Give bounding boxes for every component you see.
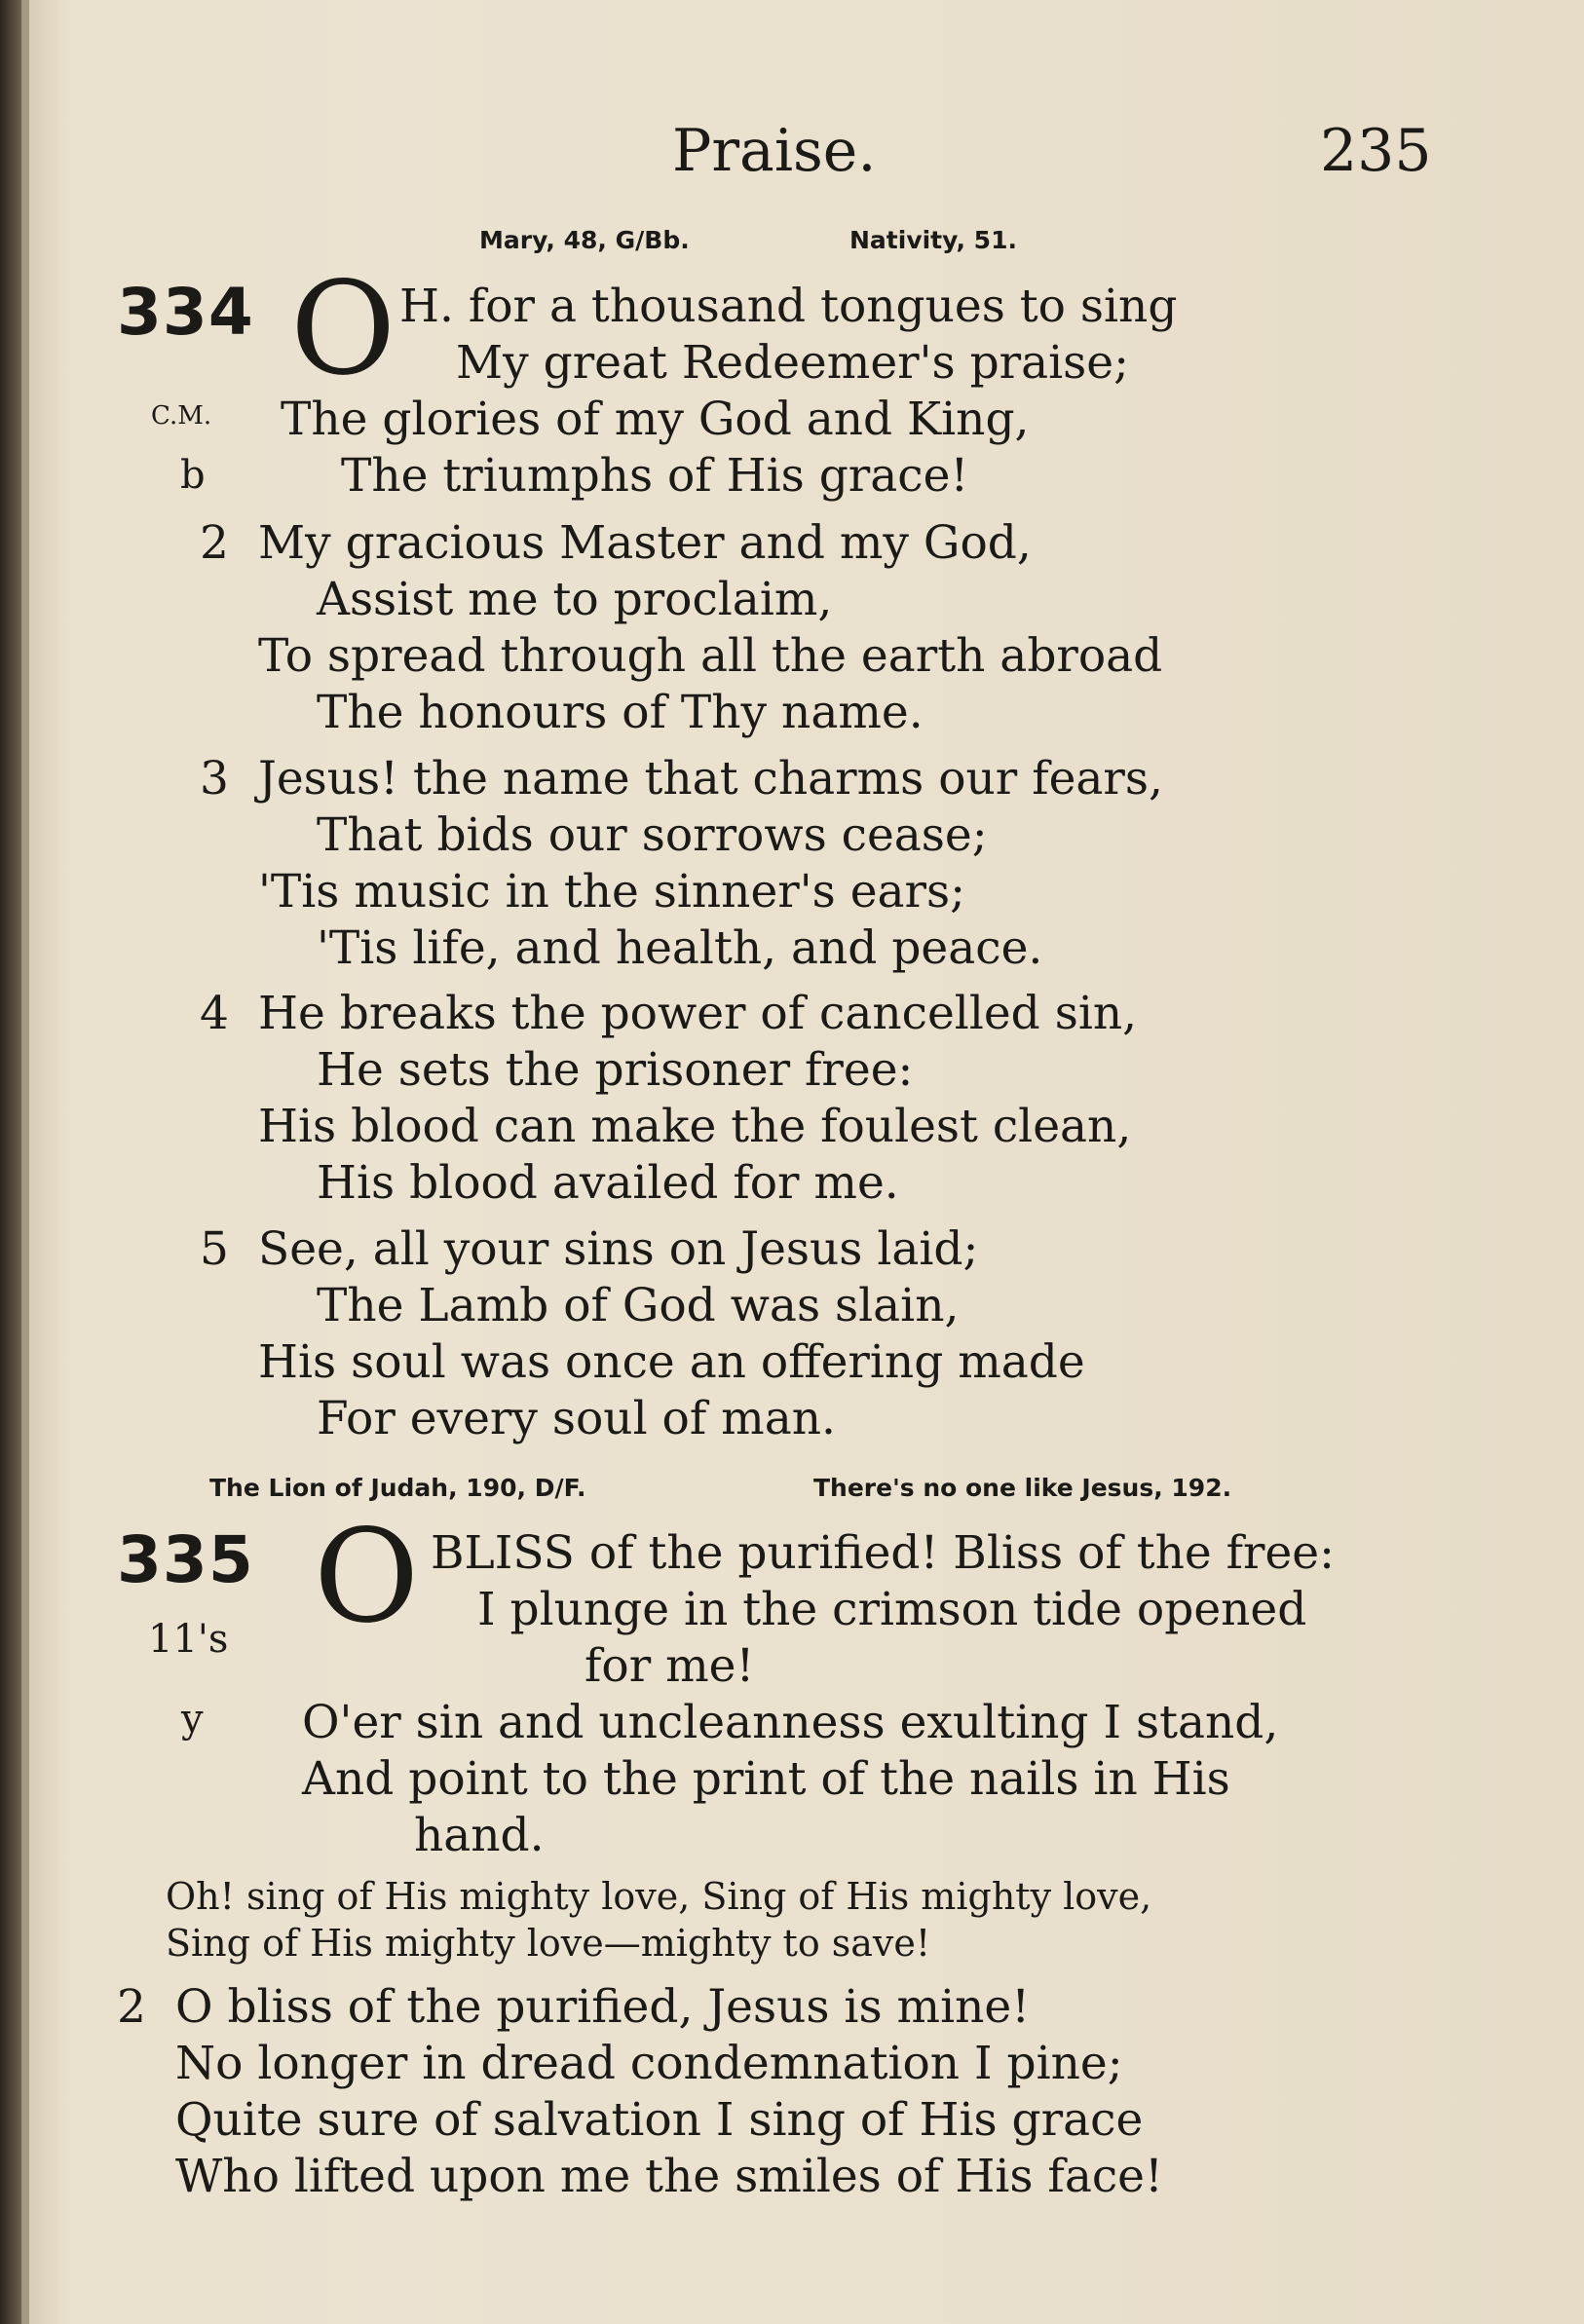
book-spine (0, 0, 21, 2324)
hymn-335-chorus-line2: Sing of His mighty love—mighty to save! (166, 1922, 931, 1965)
page-number: 235 (1320, 117, 1432, 185)
hymn-335-v2-line4: Who lifted upon me the smiles of His face! (175, 2150, 1163, 2203)
hymn-334-v2-line3: To spread through all the earth abroad (258, 629, 1163, 683)
hymn-335-v2-line2: No longer in dread condemnation I pine; (175, 2037, 1123, 2090)
hymn-334-v3-line3: 'Tis music in the sinner's ears; (258, 865, 965, 918)
hymn-334-v5-line1: See, all your sins on Jesus laid; (258, 1222, 979, 1276)
hymn-334-v4-line4: His blood availed for me. (317, 1156, 899, 1210)
hymn-334-verse2-number: 2 (200, 516, 229, 570)
hymn-335-v1-line3: for me! (585, 1639, 755, 1693)
hymn-334-v5-line4: For every soul of man. (317, 1392, 836, 1445)
page-title: Praise. (672, 117, 877, 185)
page-gutter (21, 0, 29, 2324)
hymn-334-verse5-number: 5 (200, 1222, 229, 1276)
hymn-335-drop-cap: O (314, 1502, 420, 1652)
hymn-335-v1-line2: I plunge in the crimson tide opened (477, 1583, 1307, 1636)
hymn-334-verse4-number: 4 (200, 987, 229, 1040)
hymn-334-v5-line2: The Lamb of God was slain, (317, 1279, 960, 1332)
hymn-334-v4-line3: His blood can make the foulest clean, (258, 1100, 1132, 1153)
hymn-335-v2-line1: O bliss of the purified, Jesus is mine! (175, 1980, 1031, 2034)
hymn-335-v1-line6: hand. (414, 1809, 545, 1862)
hymn-334-v5-line3: His soul was once an offering made (258, 1335, 1085, 1389)
hymn-335-tune-right: There's no one like Jesus, 192. (813, 1474, 1232, 1502)
hymn-334-tune-right: Nativity, 51. (849, 226, 1017, 254)
hymn-334-v1-line2: My great Redeemer's praise; (456, 336, 1129, 390)
hymn-334-drop-cap: O (290, 254, 396, 404)
hymn-334-verse3-number: 3 (200, 752, 229, 806)
hymn-334-v3-line1: Jesus! the name that charms our fears, (258, 752, 1163, 806)
hymn-334-key: b (180, 453, 206, 498)
hymn-334-v1-line1: H. for a thousand tongues to sing (399, 280, 1178, 333)
hymn-335-v1-line1: BLISS of the purified! Bliss of the free: (431, 1526, 1335, 1580)
hymn-334-v2-line2: Assist me to proclaim, (317, 573, 833, 626)
hymn-334-v2-line4: The honours of Thy name. (317, 686, 924, 739)
hymn-334-v4-line1: He breaks the power of cancelled sin, (258, 987, 1138, 1040)
hymn-335-tune-left: The Lion of Judah, 190, D/F. (209, 1474, 586, 1502)
hymn-334-v3-line4: 'Tis life, and health, and peace. (317, 921, 1043, 975)
hymn-335-v1-line4: O'er sin and uncleanness exulting I stand, (302, 1696, 1279, 1749)
hymn-335-v1-line5: And point to the print of the nails in His (302, 1752, 1230, 1806)
hymn-334-v1-line4: The triumphs of His grace! (341, 449, 969, 503)
hymn-334-v1-line3: The glories of my God and King, (281, 393, 1030, 446)
hymn-334-tune-left: Mary, 48, G/Bb. (479, 226, 690, 254)
hymn-335-verse2-number: 2 (117, 1980, 146, 2034)
hymn-335-key: y (181, 1697, 204, 1742)
hymn-334-v2-line1: My gracious Master and my God, (258, 516, 1032, 570)
hymn-335-meter: 11's (148, 1617, 229, 1662)
hymn-334-number: 334 (117, 275, 254, 350)
hymn-335-chorus-line1: Oh! sing of His mighty love, Sing of His mighty love, (166, 1875, 1152, 1918)
hymn-334-meter: C.M. (151, 401, 212, 431)
hymn-334-v4-line2: He sets the prisoner free: (317, 1043, 914, 1097)
hymn-335-number: 335 (117, 1522, 254, 1597)
hymn-335-v2-line3: Quite sure of salvation I sing of His grace (175, 2093, 1144, 2147)
hymn-334-v3-line2: That bids our sorrows cease; (317, 808, 988, 862)
